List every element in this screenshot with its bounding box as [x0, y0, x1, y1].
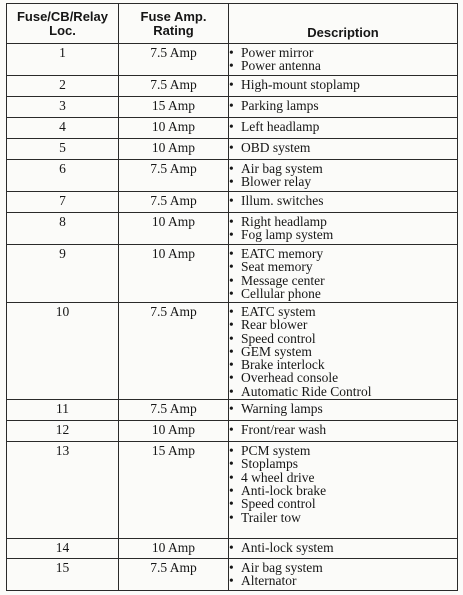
location-cell: 14 [7, 539, 119, 559]
description-cell [229, 213, 458, 245]
fuse-table [6, 3, 458, 591]
description-cell [229, 442, 458, 539]
description-item: • Air bag system [229, 162, 457, 175]
description-item: • Speed control [229, 497, 457, 510]
description-item: • Brake interlock [229, 358, 457, 371]
description-item: • PCM system [229, 444, 457, 457]
table-row [7, 213, 458, 245]
description-item: • Stoplamps [229, 457, 457, 470]
description-item: • Power antenna [229, 59, 457, 72]
description-item: • Seat memory [229, 260, 457, 273]
table-row [7, 118, 458, 139]
description-cell [229, 400, 458, 421]
header-location [7, 4, 119, 44]
description-item: • Cellular phone [229, 287, 457, 300]
table-row [7, 400, 458, 421]
description-item: • Automatic Ride Control [229, 385, 457, 398]
description-item: • GEM system [229, 345, 457, 358]
description-item: • Right headlamp [229, 215, 457, 228]
location-cell: 12 [7, 421, 119, 442]
rating-cell: 7.5 Amp [119, 76, 229, 97]
description-cell [229, 160, 458, 192]
location-cell: 7 [7, 192, 119, 213]
table-row [7, 245, 458, 303]
description-cell [229, 192, 458, 213]
description-item: • OBD system [229, 141, 457, 154]
description-list [229, 423, 457, 436]
rating-cell: 10 Amp [119, 139, 229, 160]
header-rating-line-1: Fuse Amp. [140, 8, 207, 24]
description-cell [229, 97, 458, 118]
location-cell: 8 [7, 213, 119, 245]
description-item: • Anti-lock system [229, 541, 457, 554]
description-cell [229, 76, 458, 97]
header-location-line-2: Loc. [49, 22, 76, 38]
description-list [229, 215, 457, 242]
location-cell: 1 [7, 44, 119, 76]
description-cell [229, 139, 458, 160]
description-list [229, 402, 457, 415]
rating-cell: 7.5 Amp [119, 303, 229, 400]
description-list [229, 162, 457, 189]
description-list [229, 444, 457, 524]
table-body [7, 44, 458, 591]
description-item: • Left headlamp [229, 120, 457, 133]
description-list [229, 99, 457, 112]
description-list [229, 305, 457, 398]
description-cell [229, 303, 458, 400]
table-row [7, 139, 458, 160]
rating-cell: 10 Amp [119, 245, 229, 303]
description-item: • Alternator [229, 574, 457, 587]
header-row [7, 4, 458, 44]
location-cell: 15 [7, 559, 119, 591]
table-row [7, 442, 458, 539]
description-item: • Illum. switches [229, 194, 457, 207]
table-header [7, 4, 458, 44]
table-row [7, 192, 458, 213]
description-list [229, 561, 457, 588]
description-list [229, 141, 457, 154]
rating-cell: 10 Amp [119, 213, 229, 245]
rating-cell: 10 Amp [119, 539, 229, 559]
rating-cell: 7.5 Amp [119, 559, 229, 591]
location-cell: 4 [7, 118, 119, 139]
description-item: • Warning lamps [229, 402, 457, 415]
description-item: • Parking lamps [229, 99, 457, 112]
header-location-line-1: Fuse/CB/Relay [16, 8, 109, 24]
description-item: • Trailer tow [229, 511, 457, 524]
table-row [7, 97, 458, 118]
location-cell: 6 [7, 160, 119, 192]
header-rating-line-2: Rating [153, 22, 194, 38]
table-row [7, 160, 458, 192]
table-row [7, 44, 458, 76]
rating-cell: 7.5 Amp [119, 160, 229, 192]
description-item: • Rear blower [229, 318, 457, 331]
location-cell: 10 [7, 303, 119, 400]
table-row [7, 539, 458, 559]
location-cell: 3 [7, 97, 119, 118]
description-cell [229, 559, 458, 591]
rating-cell: 10 Amp [119, 421, 229, 442]
description-item: • 4 wheel drive [229, 471, 457, 484]
description-item: • Power mirror [229, 46, 457, 59]
table-row [7, 303, 458, 400]
description-cell [229, 539, 458, 559]
description-cell [229, 44, 458, 76]
location-cell: 2 [7, 76, 119, 97]
description-item: • Fog lamp system [229, 228, 457, 241]
table-row [7, 559, 458, 591]
description-cell [229, 245, 458, 303]
header-rating [119, 4, 229, 44]
description-cell [229, 118, 458, 139]
rating-cell: 7.5 Amp [119, 44, 229, 76]
table-row [7, 421, 458, 442]
table-row [7, 76, 458, 97]
description-item: • Air bag system [229, 561, 457, 574]
rating-cell: 7.5 Amp [119, 192, 229, 213]
description-list [229, 78, 457, 91]
description-item: • Blower relay [229, 175, 457, 188]
rating-cell: 7.5 Amp [119, 400, 229, 421]
description-item: • EATC memory [229, 247, 457, 260]
rating-cell: 15 Amp [119, 442, 229, 539]
description-item: • EATC system [229, 305, 457, 318]
rating-cell: 15 Amp [119, 97, 229, 118]
description-list [229, 247, 457, 300]
header-description: Description [229, 4, 458, 44]
description-list [229, 120, 457, 133]
location-cell: 5 [7, 139, 119, 160]
location-cell: 11 [7, 400, 119, 421]
location-cell: 13 [7, 442, 119, 539]
description-list [229, 541, 457, 554]
description-item: • Speed control [229, 332, 457, 345]
description-item: • High-mount stoplamp [229, 78, 457, 91]
rating-cell: 10 Amp [119, 118, 229, 139]
description-item: • Message center [229, 274, 457, 287]
description-item: • Front/rear wash [229, 423, 457, 436]
description-list [229, 46, 457, 73]
description-item: • Overhead console [229, 371, 457, 384]
description-cell [229, 421, 458, 442]
description-item: • Anti-lock brake [229, 484, 457, 497]
description-list [229, 194, 457, 207]
location-cell: 9 [7, 245, 119, 303]
